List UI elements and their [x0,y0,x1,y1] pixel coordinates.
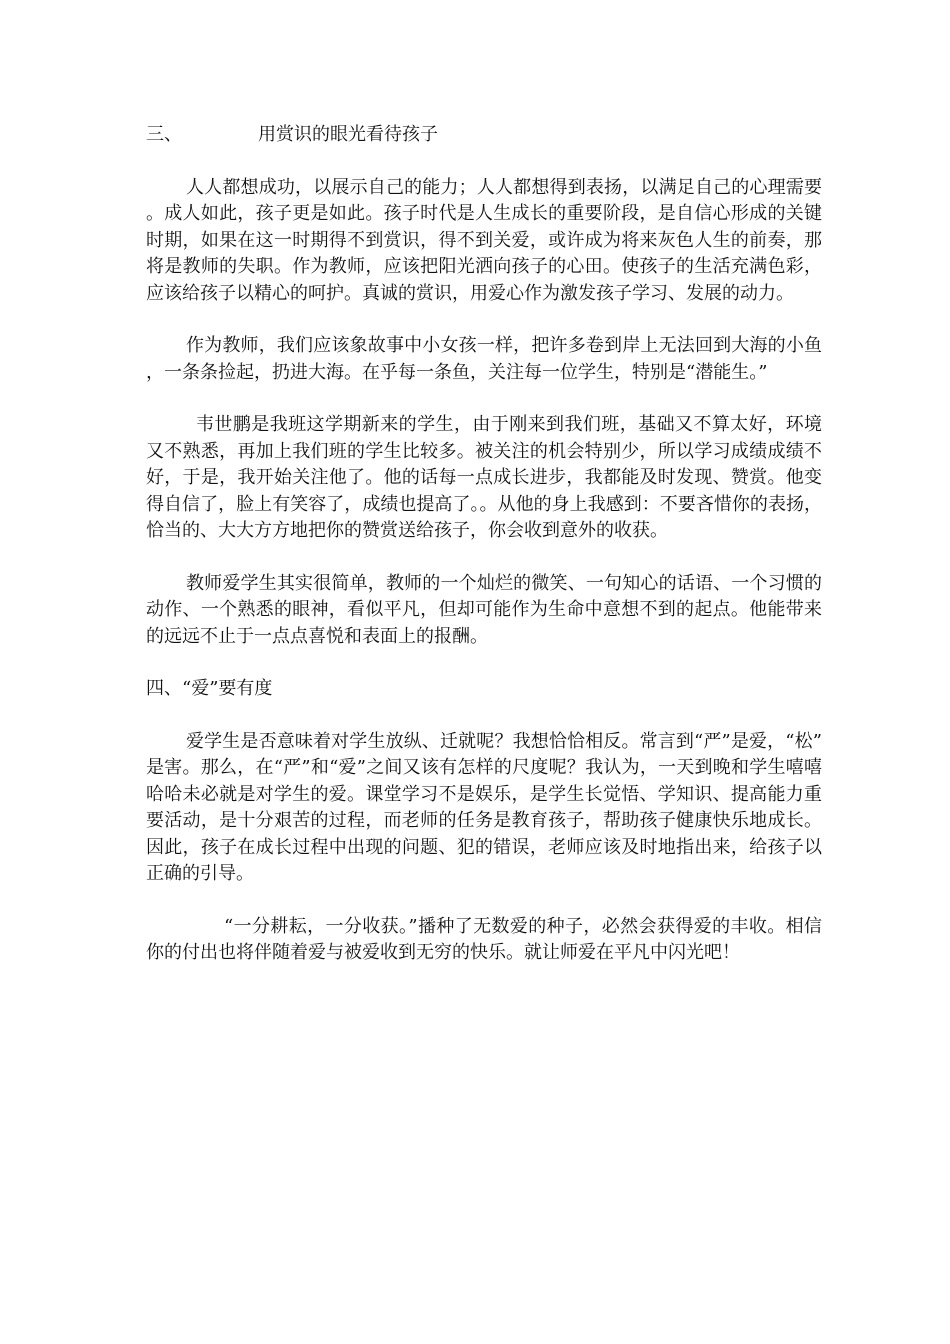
section-number: 四、 [146,678,182,699]
section-heading-3 [146,122,822,149]
paragraph: 作为教师，我们应该象故事中小女孩一样，把许多卷到岸上无法回到大海的小鱼，一条条捡起，扔进大海。在乎每一条鱼，关注每一位学生，特别是“潜能生。” [146,335,822,383]
section-number: 三、 [146,124,182,145]
section-title: “爱”要有度 [182,678,273,699]
paragraph: 爱学生是否意味着对学生放纵、迁就呢？我想恰恰相反。常言到“严”是爱，“松”是害。那么，在“严”和“爱”之间又该有怎样的尺度呢？我认为，一天到晚和学生嘻嘻哈哈未必就是对学生的爱。课堂学习不是娱乐，是学生长觉悟、学知识、提高能力重要活动，是十分艰苦的过程，而老师的任务是教育孩子，帮助孩子健康快乐地成长。因此，孩子在成长过程中出现的问题、犯的错误，老师应该及时地指出来，给孩子以正确的引导。 [146,730,822,884]
paragraph: 人人都想成功，以展示自己的能力；人人都想得到表扬，以满足自己的心理需要。成人如此，孩子更是如此。孩子时代是人生成长的重要阶段，是自信心形成的关键时期，如果在这一时期得不到赏识，得不到关爱，或许成为将来灰色人生的前奏，那将是教师的失职。作为教师，应该把阳光洒向孩子的心田。使孩子的生活充满色彩，应该给孩子以精心的呵护。真诚的赏识，用爱心作为激发孩子学习、发展的动力。 [146,176,822,304]
document-page [146,122,822,993]
paragraph: 教师爱学生其实很简单，教师的一个灿烂的微笑、一句知心的话语、一个习惯的动作、一个熟悉的眼神，看似平凡，但却可能作为生命中意想不到的起点。他能带来的远远不止于一点点喜悦和表面上的报酬。 [146,572,822,647]
section-title: 用赏识的眼光看待孩子 [258,124,438,145]
paragraph: “一分耕耘，一分收获。”播种了无数爱的种子，必然会获得爱的丰收。相信你的付出也将伴随着爱与被爱收到无穷的快乐。就让师爱在平凡中闪光吧！ [146,915,822,963]
section-heading-4 [146,676,822,703]
paragraph: 韦世鹏是我班这学期新来的学生，由于刚来到我们班，基础又不算太好，环境又不熟悉，再加上我们班的学生比较多。被关注的机会特别少，所以学习成绩成绩不好，于是，我开始关注他了。他的话每一点成长进步，我都能及时发现、赞赏。他变得自信了，脸上有笑容了，成绩也提高了。。从他的身上我感到：不要吝惜你的表扬，恰当的、大大方方地把你的赞赏送给孩子，你会收到意外的收获。 [146,414,822,541]
